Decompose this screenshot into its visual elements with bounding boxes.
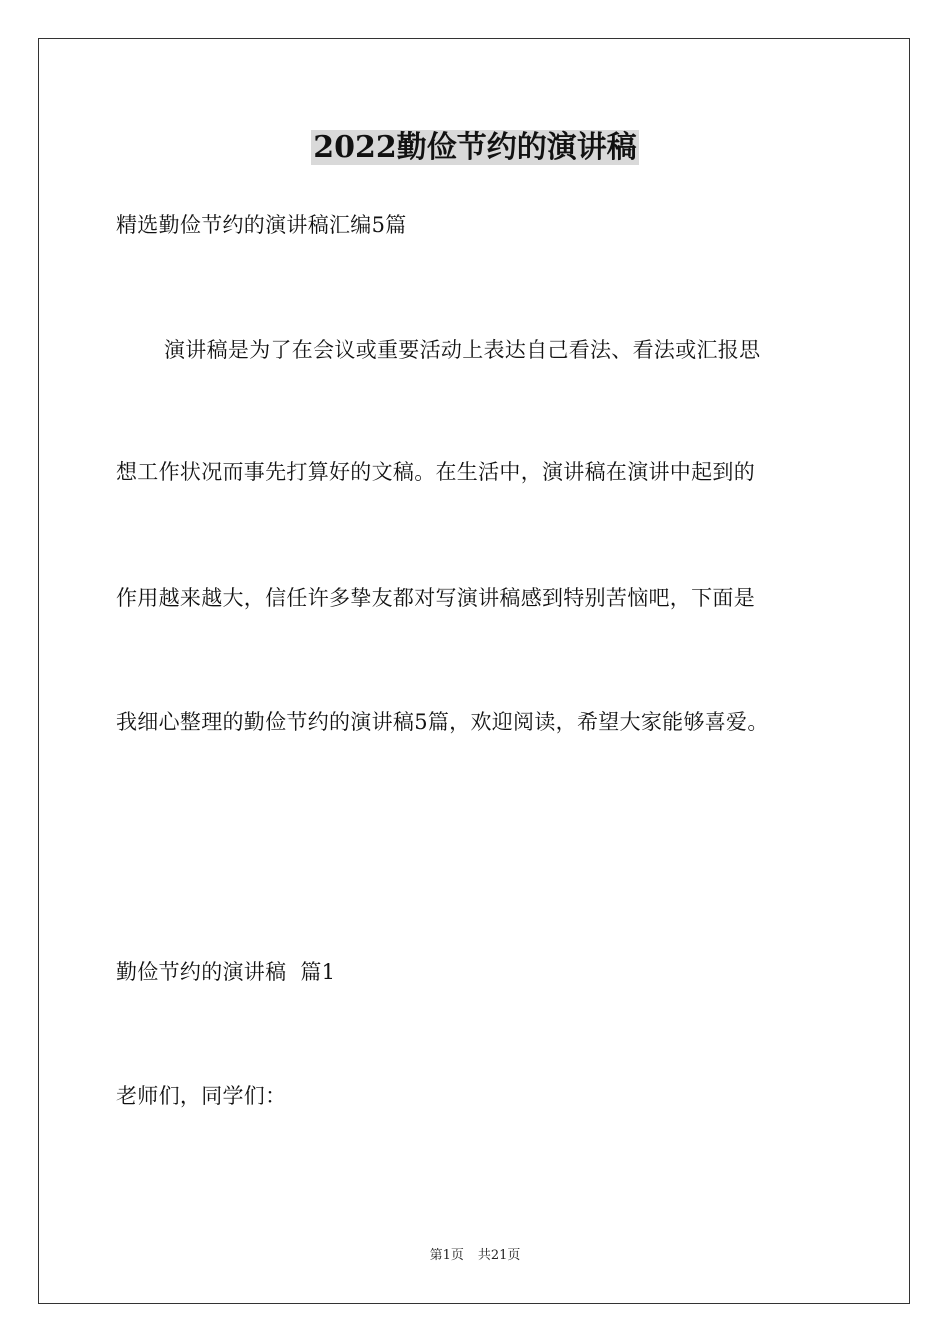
greeting-line: 老师们，同学们： xyxy=(116,1084,287,1108)
paragraph-line: 我细心整理的勤俭节约的演讲稿5篇，欢迎阅读，希望大家能够喜爱。 xyxy=(116,710,769,734)
total-pages: 共21页 xyxy=(477,1248,521,1263)
paragraph-line: 演讲稿是为了在会议或重要活动上表达自己看法、看法或汇报思 xyxy=(164,338,761,362)
section-heading: 勤俭节约的演讲稿 篇1 xyxy=(116,960,336,984)
paragraph-line: 作用越来越大，信任许多挚友都对写演讲稿感到特别苦恼吧，下面是 xyxy=(116,586,755,610)
page-footer xyxy=(0,1246,950,1266)
document-subtitle: 精选勤俭节约的演讲稿汇编5篇 xyxy=(116,213,407,237)
document-title-text: 2022勤俭节约的演讲稿 xyxy=(313,130,637,165)
paragraph-line: 想工作状况而事先打算好的文稿。在生活中，演讲稿在演讲中起到的 xyxy=(116,460,755,484)
document-title xyxy=(0,126,950,170)
page-number: 第1页 xyxy=(429,1248,464,1263)
